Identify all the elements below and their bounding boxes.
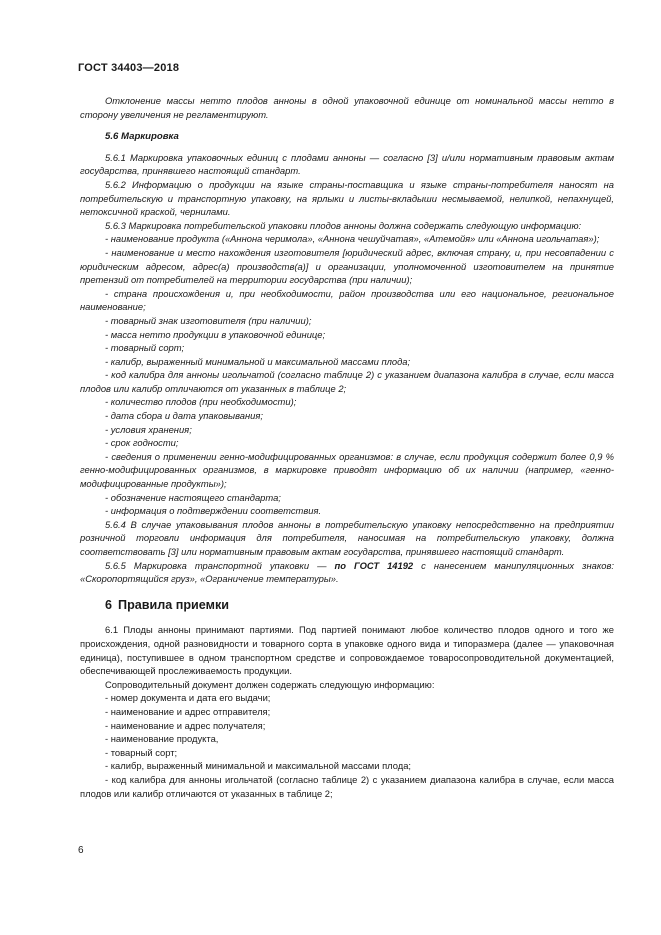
marking-list-item: - информация о подтверждении соответствия. [105,505,322,517]
document-list-item: - номер документа и дата его выдачи; [105,692,271,704]
paragraph-5-6-5-part-c: с нанесением манипуляционных знаков: «Скоропортящийся груз», «Ограничение температуры». [80,559,614,585]
section-6-title: Правила приемки [118,597,229,612]
document-list-item: - калибр, выраженный минимальной и максимальной массами плода; [105,760,412,772]
marking-list-item: - товарный сорт; [105,342,185,354]
paragraph-5-6-2: 5.6.2 Информацию о продукции на языке страны-поставщика и языке страны-потребителя наносят на потребительскую и транспортную упаковку, на ярлыки и листы-вкладыши несмываемой, нелипкой, непахнущей, нетоксичной краской, чернилами. [80,178,614,218]
document-list-item: - наименование и адрес получателя; [105,719,266,731]
paragraph-6-1: 6.1 Плоды анноны принимают партиями. Под партией понимают любое количество плодов одного и того же происхождения, одной разновидности и товарного сорта в упаковке одного вида и типоразмера (далее — упаковочная единица), поступившее в одном транспортном средстве и сопровождаемое товаросопроводительной документацией, обеспечивающей прослеживаемость продукции. [80,624,614,677]
marking-list-item: - обозначение настоящего стандарта; [105,491,281,503]
paragraph-5-6-4: 5.6.4 В случае упаковывания плодов анноны в потребительскую упаковку непосредственно на предприятии розничной торговли информация для потребителя, наносимая на потребительскую упаковку, должна соответствовать [3] или нормативным правовым актам государства, принявшего настоящий стандарт. [80,518,614,557]
paragraph-5-6-3: 5.6.3 Маркировка потребительской упаковки плодов анноны должна содержать следующую информацию: [105,219,582,231]
paragraph-5-6-5 [80,559,614,586]
marking-list-item: - дата сбора и дата упаковывания; [105,410,263,422]
paragraph-5-6-1: 5.6.1 Маркировка упаковочных единиц с плодами анноны — согласно [3] и/или нормативным правовым актам государства, принявшего настоящий стандарт. [80,151,614,177]
standard-header: ГОСТ 34403—2018 [78,62,180,74]
document-list-item: - код калибра для анноны игольчатой (согласно таблице 2) с указанием диапазона калибра в случае, если масса плодов или калибр отличаются от указанных в таблице 2; [80,773,614,799]
marking-list-item: - калибр, выраженный минимальной и максимальной массами плода; [105,355,411,367]
marking-list-item: - срок годности; [105,437,179,449]
page-number: 6 [78,845,84,856]
marking-list-item: - код калибра для анноны игольчатой (согласно таблице 2) с указанием диапазона калибра в случае, если масса плодов или калибр отличаются от указанных в таблице 2; [80,369,614,394]
section-6-number: 6 [105,597,113,612]
marking-list-item: - количество плодов (при необходимости); [105,396,297,408]
document-list-item: - наименование продукта, [105,733,219,745]
intro-paragraph: Отклонение массы нетто плодов анноны в одной упаковочной единице от номинальной массы нетто в сторону увеличения не регламентируют. [80,95,614,120]
paragraph-5-6-5-part-a: 5.6.5 Маркировка транспортной упаковки — [105,559,335,571]
section-5-6-heading: 5.6 Маркировка [105,131,179,143]
accompanying-document-intro: Сопроводительный документ должен содержать следующую информацию: [105,678,435,690]
section-6-heading [105,599,614,613]
document-body [80,94,614,800]
document-list-item: - товарный сорт; [105,746,178,758]
gost-reference: по ГОСТ 14192 [334,559,414,571]
marking-list-item: - страна происхождения и, при необходимости, район производства или его национальное, региональное наименование; [80,287,614,313]
marking-list-item: - условия хранения; [105,423,192,435]
marking-list-item: - товарный знак изготовителя (при наличии); [105,314,312,326]
marking-list-item: - наименование продукта («Аннона черимола», «Аннона чешуйчатая», «Атемойя» или «Аннона игольчатая»); [105,233,600,245]
marking-list-item: - сведения о применении генно-модифицированных организмов: в случае, если продукция содержит более 0,9 % генно-модифицированных организмов, в маркировке приводят информацию об их наличии (например, «генно-модифицированные продукты»); [80,450,614,490]
document-list-item: - наименование и адрес отправителя; [105,705,271,717]
marking-list-item: - масса нетто продукции в упаковочной единице; [105,328,326,340]
marking-list-item: - наименование и место нахождения изготовителя [юридический адрес, включая страну, и, при несовпадении с юридическим адресом, адрес(а) производств(а)] и организации, уполномоченной изготовителем на принятие претензий от потребителей на территории государства (при наличии); [80,246,614,286]
